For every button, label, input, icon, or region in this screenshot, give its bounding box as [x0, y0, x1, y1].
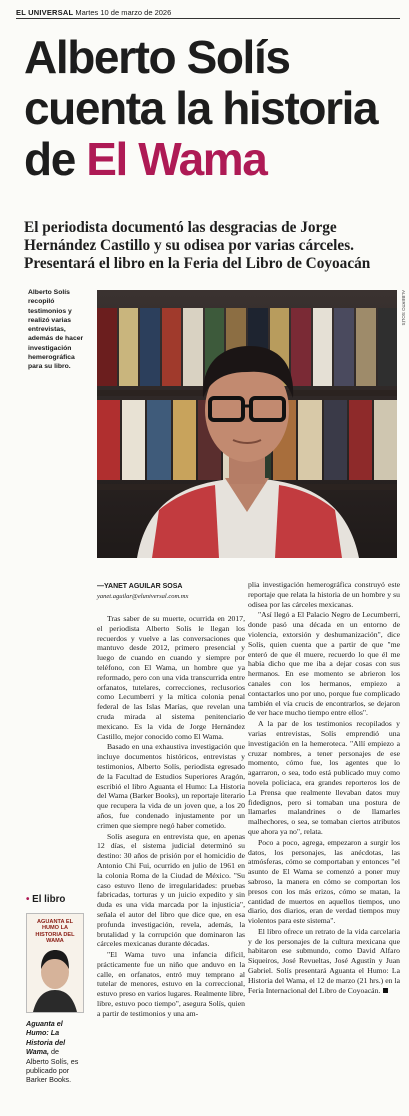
page-header [16, 8, 400, 19]
paragraph: Basado en una exhaustiva investigación que incluye documentos históricos, entrevistas y testimonios, Alberto Solís, periodista egresado de la Facultad de Estudios Superiores Aragón, escribió el libro Aguanta el Humo: La Historia del Wama (Barker Books), un reportaje literario que recupera la vida de un joven que, a los 20 años, fue condenado injustamente por un crimen que siempre negó haber cometido. [97, 742, 245, 830]
byline-email[interactable]: yanet.aguilar@eluniversal.com.mx [97, 593, 189, 600]
paragraph-last: El libro ofrece un retrato de la vida carcelaria y de los personajes de la cultura mexicana que habitaron ese submundo, como David Alfaro Siqueiros, José Revueltas, José Agustín y Juan Gabriel. Solís presentará Aguanta el Humo: La Historia del Wama, el 12 de marzo (21 hrs.) en la Feria Internacional del Libro de Coyoacán. [248, 926, 400, 995]
sidebar-heading [26, 894, 82, 905]
paragraph: "Así llegó a El Palacio Negro de Lecumberri, donde pasó una década en un entorno de violencia, extorsión y deshumanización", dice Solís, quien cuenta que a partir de que "me enteró de que él muere, recuerdo lo que él me había dicho que me iba a dejar cosas con sus hermanos. En ese momento se abrieron los canales con los hermanos, empiezo a contactarlos uno por uno, porque fue complicado también el vía crucis de encontrarlos, se dejaron de ver hace mucho tiempo entre ellos". [248, 610, 400, 718]
book-sidebar [26, 894, 82, 1085]
deck-subheadline: El periodista documentó las desgracias de Jorge Hernández Castillo y su odisea por varias cárceles. Presentará el libro en la Feria del Libro de Coyoacán [24, 219, 371, 272]
book-cover-title: AGUANTA EL HUMO LA HISTORIA DEL WAMA [35, 919, 75, 944]
paragraph: Poco a poco, agrega, empezaron a surgir los datos, los personajes, las anécdotas, las atmósferas, cómo se comportaban y entonces "el asunto de El Wama se comenzó a poner muy sabroso, la manera en cómo se comportan los presos con los más erizos, cómo se matan, la cantidad de muertos en aquellos tiempos, uno diario, dos diarios, eran de verdad tiempos muy violentos para este sistema". [248, 837, 400, 926]
headline-line-2: cuenta la historia [24, 82, 378, 134]
paragraph [248, 927, 400, 996]
book-caption-title: Aguanta el Humo: La Historia del Wama, [26, 1019, 66, 1057]
photo-caption: Alberto Solís recopiló testimonios y realizó varias entrevistas, además de hacer investigación hemerográfica para su libro. [28, 289, 84, 371]
paragraph: Tras saber de su muerte, ocurrida en 2017, el periodista Alberto Solís le llegan los recuerdos y vuelve a las conversaciones que mantuvo desde 2012, primero presencial y luego de cuando en cuando y siempre por teléfono, con El Wama, un hombre que ya reformado, pero con una vida transcurrida entre orfanatos, tutelares, correcciones, reclusorios como Lecumberri y la mítica colonia penal federal de las Islas Marías, que revelan una cruda mirada al sistema penitenciario mexicano. Es la vida de Jorge Hernández Castillo, mejor conocido como El Wama. [97, 614, 245, 741]
cover-portrait [27, 914, 83, 1012]
headline-prefix: de [24, 133, 87, 185]
photo-credit: ALBERTO SOLÍS [401, 290, 406, 326]
person-figure [97, 290, 397, 558]
book-caption-text: de Alberto Solís, es publicado por Barker Books. [26, 1047, 79, 1085]
byline-author: —YANET AGUILAR SOSA [97, 583, 183, 590]
book-cover [26, 913, 84, 1013]
author-photo [97, 290, 397, 558]
headline [24, 32, 400, 185]
book-caption [26, 1019, 82, 1085]
body-column-1 [97, 614, 245, 1020]
paragraph: Solís asegura en entrevista que, en apenas 12 días, el sistema judicial determinó su destino: 30 años de prisión por el homicidio de Antonio Chi Fui, ocurrido en julio de 1961 en la colonia Roma de la Ciudad de México. "Su caso estuvo lleno de irregularidades: pruebas fabricadas, torturas y un juicio expedito y sin duda es una vida marcada por la injusticia", señala el autor del libro que dice que, en esa profunda investigación, revela, además, la brutalidad y la corrupción que dominaron las cárceles mexicanas durante décadas. [97, 831, 245, 949]
headline-highlight: El Wama [86, 133, 267, 185]
paragraph: A la par de los testimonios recopilados y varias entrevistas, Solís emprendió una investigación en la hemeroteca. "Allí empiezo a cruzar nombres, a tener personajes de ese momento, cómo fue, los agentes que lo agarraron, o sea, todo está publicado muy como novela policiaca, era grandes reporteros los de La Prensa que realmente llevaban datos muy fidedignos, pero si tomaban una postura de llamarles malandrines o de llamarles malhechores, o sea, se tomaban ciertos atributos que ahora ya no", relata. [248, 719, 400, 836]
paragraph: plia investigación hemerográfica construyó este reportaje que relata la historia de un hombre y su odisea por las cárceles mexicanas. [248, 580, 400, 609]
sidebar-label: El libro [32, 894, 66, 905]
end-mark-icon [383, 988, 388, 993]
headline-line-1: Alberto Solís [24, 31, 290, 83]
bullet-icon: • [26, 894, 30, 905]
headline-line-3 [24, 134, 400, 185]
newspaper-name: EL UNIVERSAL [16, 8, 74, 17]
paragraph: "El Wama tuvo una infancia difícil, prácticamente fue un niño que anduvo en la calle, en orfanatos, entró muy temprano al tutelar de menores, estuvo en la correccional, estuvo preso en varios lugares. Realmente libre, libre, estuvo poco tiempo", asegura Solís, quien a partir de testimonios y una am- [97, 950, 245, 1018]
issue-date: Martes 10 de marzo de 2026 [75, 8, 172, 17]
body-column-2 [248, 580, 400, 996]
